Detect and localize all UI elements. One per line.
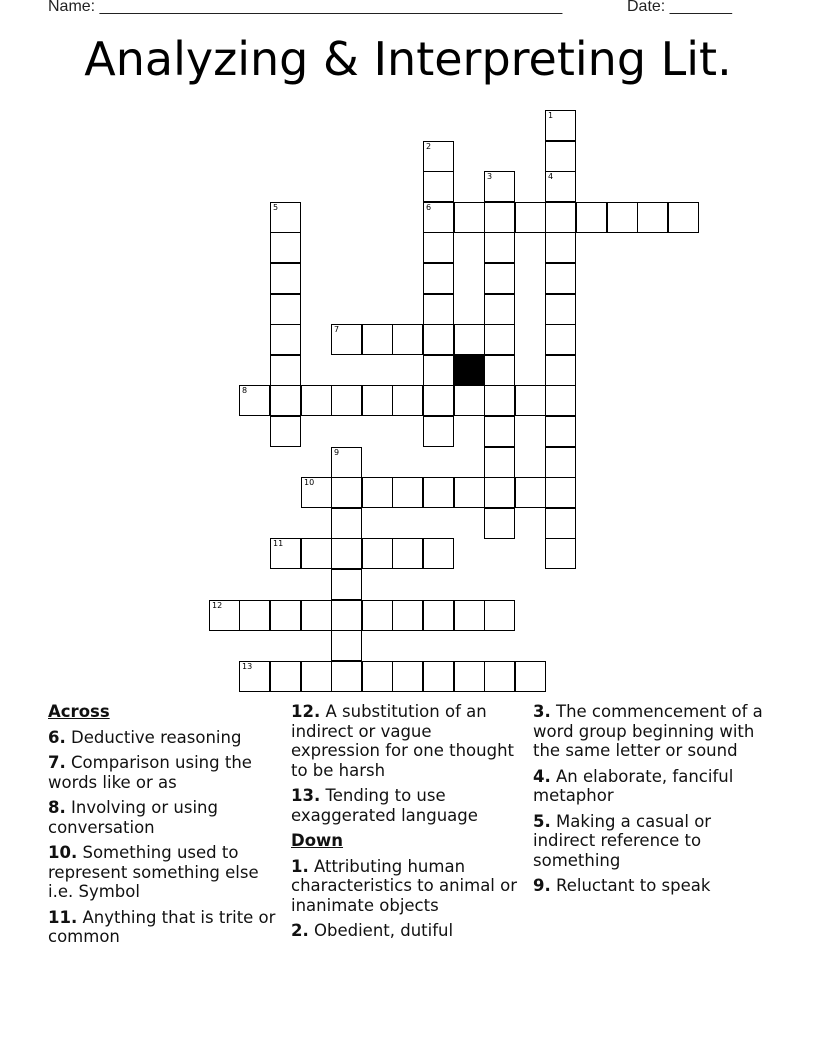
clue-item-text: Attributing human characteristics to animal or inanimate objects xyxy=(291,856,518,915)
clue-item-text: Deductive reasoning xyxy=(71,727,242,747)
grid-cell[interactable] xyxy=(270,294,301,325)
clue-item xyxy=(533,876,773,896)
grid-cell[interactable] xyxy=(545,294,576,325)
grid-cell[interactable] xyxy=(392,385,423,416)
grid-cell[interactable] xyxy=(362,600,393,631)
grid-cell[interactable] xyxy=(545,171,576,202)
clue-item xyxy=(48,908,280,947)
date-label: Date: xyxy=(627,0,666,15)
grid-cell[interactable] xyxy=(484,324,515,355)
section-heading: Across xyxy=(48,702,110,721)
clue-item-text: Something used to represent something else i.e. Symbol xyxy=(48,843,259,901)
grid-cell[interactable] xyxy=(301,538,332,569)
clue-item xyxy=(291,921,523,941)
clue-number: 5 xyxy=(273,203,279,212)
grid-cell[interactable] xyxy=(484,355,515,386)
name-line[interactable]: ____________________________________________________ xyxy=(99,0,563,15)
clue-item xyxy=(533,702,773,761)
section-heading: Down xyxy=(291,831,344,850)
grid-cell[interactable] xyxy=(270,355,301,386)
grid-cell[interactable] xyxy=(423,385,454,416)
clue-number: 6 xyxy=(426,203,432,212)
grid-cell[interactable] xyxy=(454,385,485,416)
clue-item-text: Tending to use exaggerated language xyxy=(291,786,478,825)
grid-cell[interactable] xyxy=(423,355,454,386)
grid-cell[interactable] xyxy=(331,538,362,569)
clue-item-text: Reluctant to speak xyxy=(556,876,711,895)
grid-cell[interactable] xyxy=(515,661,546,692)
clue-number: 8 xyxy=(242,386,248,395)
grid-cell[interactable] xyxy=(423,661,454,692)
clue-item-text: An elaborate, fanciful metaphor xyxy=(533,766,734,805)
grid-cell[interactable] xyxy=(545,508,576,539)
grid-cell[interactable] xyxy=(545,141,576,172)
clue-item xyxy=(533,767,773,806)
grid-cell[interactable] xyxy=(545,110,576,141)
grid-cell[interactable] xyxy=(637,202,668,233)
grid-cell[interactable] xyxy=(607,202,638,233)
puzzle-title: Analyzing & Interpreting Lit. xyxy=(84,32,732,86)
clue-item-number: 2. xyxy=(291,921,309,940)
grid-cell[interactable] xyxy=(484,477,515,508)
clue-number: 4 xyxy=(548,172,554,181)
clue-item-text: Anything that is trite or common xyxy=(48,907,276,946)
grid-cell[interactable] xyxy=(423,141,454,172)
grid-cell[interactable] xyxy=(331,324,362,355)
clue-item-number: 5. xyxy=(533,811,551,831)
clue-item xyxy=(291,786,523,825)
grid-cell[interactable] xyxy=(454,661,485,692)
clue-item-number: 1. xyxy=(291,856,309,876)
clue-item-number: 6. xyxy=(48,727,66,747)
grid-cell[interactable] xyxy=(331,569,362,600)
grid-cell[interactable] xyxy=(392,600,423,631)
grid-cell[interactable] xyxy=(515,477,546,508)
clue-number: 9 xyxy=(334,448,340,457)
grid-cell[interactable] xyxy=(331,630,362,661)
grid-cell[interactable] xyxy=(515,202,546,233)
clue-item xyxy=(291,702,523,780)
grid-cell[interactable] xyxy=(209,600,240,631)
grid-cell[interactable] xyxy=(362,538,393,569)
grid-cell[interactable] xyxy=(301,661,332,692)
grid-cell[interactable] xyxy=(423,202,454,233)
grid-cell[interactable] xyxy=(484,600,515,631)
clue-number: 2 xyxy=(426,142,432,151)
grid-cell[interactable] xyxy=(484,661,515,692)
clue-item xyxy=(291,857,523,916)
grid-cell[interactable] xyxy=(239,385,270,416)
grid-cell[interactable] xyxy=(362,661,393,692)
grid-cell[interactable] xyxy=(515,385,546,416)
grid-cell[interactable] xyxy=(545,324,576,355)
clue-item-number: 11. xyxy=(48,907,78,927)
grid-cell[interactable] xyxy=(270,232,301,263)
grid-cell[interactable] xyxy=(454,202,485,233)
grid-cell[interactable] xyxy=(331,477,362,508)
grid-cell[interactable] xyxy=(668,202,699,233)
clues-column-3 xyxy=(533,702,773,902)
grid-cell[interactable] xyxy=(545,538,576,569)
grid-cell[interactable] xyxy=(545,416,576,447)
clue-item-number: 13. xyxy=(291,786,321,805)
clue-item-text: Involving or using conversation xyxy=(48,798,218,837)
clue-number: 1 xyxy=(548,111,554,120)
grid-cell[interactable] xyxy=(423,600,454,631)
grid-cell[interactable] xyxy=(484,294,515,325)
grid-cell[interactable] xyxy=(392,661,423,692)
clue-item-number: 10. xyxy=(48,843,78,862)
grid-cell[interactable] xyxy=(545,263,576,294)
clue-item-text: Making a casual or indirect reference to something xyxy=(533,811,712,870)
clue-item xyxy=(533,812,773,871)
grid-cell[interactable] xyxy=(484,416,515,447)
grid-cell[interactable] xyxy=(301,385,332,416)
grid-cell[interactable] xyxy=(239,600,270,631)
grid-cell[interactable] xyxy=(331,508,362,539)
grid-cell[interactable] xyxy=(423,294,454,325)
clue-item xyxy=(48,798,280,837)
grid-cell[interactable] xyxy=(576,202,607,233)
grid-cell[interactable] xyxy=(484,447,515,478)
grid-cell[interactable] xyxy=(270,263,301,294)
grid-cell[interactable] xyxy=(423,171,454,202)
grid-cell[interactable] xyxy=(545,202,576,233)
grid-cell[interactable] xyxy=(392,477,423,508)
grid-cell[interactable] xyxy=(545,447,576,478)
clue-item-number: 7. xyxy=(48,753,66,772)
name-label: Name: xyxy=(48,0,96,15)
grid-cell[interactable] xyxy=(270,661,301,692)
clue-item-number: 4. xyxy=(533,766,551,786)
clue-item-number: 3. xyxy=(533,702,551,721)
grid-cell[interactable] xyxy=(484,263,515,294)
grid-cell[interactable] xyxy=(423,324,454,355)
grid-cell[interactable] xyxy=(423,263,454,294)
date-line[interactable]: _______ xyxy=(669,0,732,15)
grid-cell[interactable] xyxy=(545,355,576,386)
clue-item xyxy=(48,753,280,792)
clues-column-2 xyxy=(291,702,523,947)
grid-cell[interactable] xyxy=(270,600,301,631)
clue-number: 7 xyxy=(334,325,340,334)
clue-item xyxy=(48,728,280,748)
grid-cell[interactable] xyxy=(270,538,301,569)
grid-cell[interactable] xyxy=(270,202,301,233)
grid-cell[interactable] xyxy=(270,385,301,416)
grid-cell[interactable] xyxy=(454,477,485,508)
clue-number: 10 xyxy=(304,478,315,487)
grid-cell[interactable] xyxy=(331,385,362,416)
clue-item-text: Obedient, dutiful xyxy=(314,921,454,940)
grid-cell[interactable] xyxy=(423,232,454,263)
grid-cell[interactable] xyxy=(301,477,332,508)
grid-cell[interactable] xyxy=(239,661,270,692)
grid-cell[interactable] xyxy=(331,661,362,692)
grid-cell[interactable] xyxy=(484,232,515,263)
grid-cell[interactable] xyxy=(545,385,576,416)
grid-cell[interactable] xyxy=(545,232,576,263)
clue-item-text: A substitution of an indirect or vague expression for one thought to be harsh xyxy=(291,702,515,780)
grid-cell[interactable] xyxy=(362,385,393,416)
grid-cell[interactable] xyxy=(331,447,362,478)
grid-cell[interactable] xyxy=(362,324,393,355)
blocked-cell xyxy=(454,355,485,386)
grid-cell[interactable] xyxy=(454,324,485,355)
grid-cell[interactable] xyxy=(301,600,332,631)
grid-cell[interactable] xyxy=(331,600,362,631)
grid-cell[interactable] xyxy=(484,202,515,233)
grid-cell[interactable] xyxy=(484,385,515,416)
grid-cell[interactable] xyxy=(362,477,393,508)
clue-item-text: Comparison using the words like or as xyxy=(48,753,252,792)
grid-cell[interactable] xyxy=(270,416,301,447)
grid-cell[interactable] xyxy=(484,508,515,539)
clue-item-number: 12. xyxy=(291,702,321,721)
grid-cell[interactable] xyxy=(392,324,423,355)
grid-cell[interactable] xyxy=(545,477,576,508)
clue-item-number: 8. xyxy=(48,798,66,817)
clue-number: 13 xyxy=(242,662,253,671)
grid-cell[interactable] xyxy=(423,416,454,447)
clues-column-1 xyxy=(48,702,280,953)
grid-cell[interactable] xyxy=(423,538,454,569)
grid-cell[interactable] xyxy=(392,538,423,569)
clue-item-text: The commencement of a word group beginning with the same letter or sound xyxy=(533,702,763,760)
grid-cell[interactable] xyxy=(484,171,515,202)
clue-item-number: 9. xyxy=(533,876,551,895)
clue-number: 12 xyxy=(212,601,223,610)
clue-number: 3 xyxy=(487,172,493,181)
clue-number: 11 xyxy=(273,539,284,548)
grid-cell[interactable] xyxy=(454,600,485,631)
clue-item xyxy=(48,843,280,902)
grid-cell[interactable] xyxy=(423,477,454,508)
grid-cell[interactable] xyxy=(270,324,301,355)
